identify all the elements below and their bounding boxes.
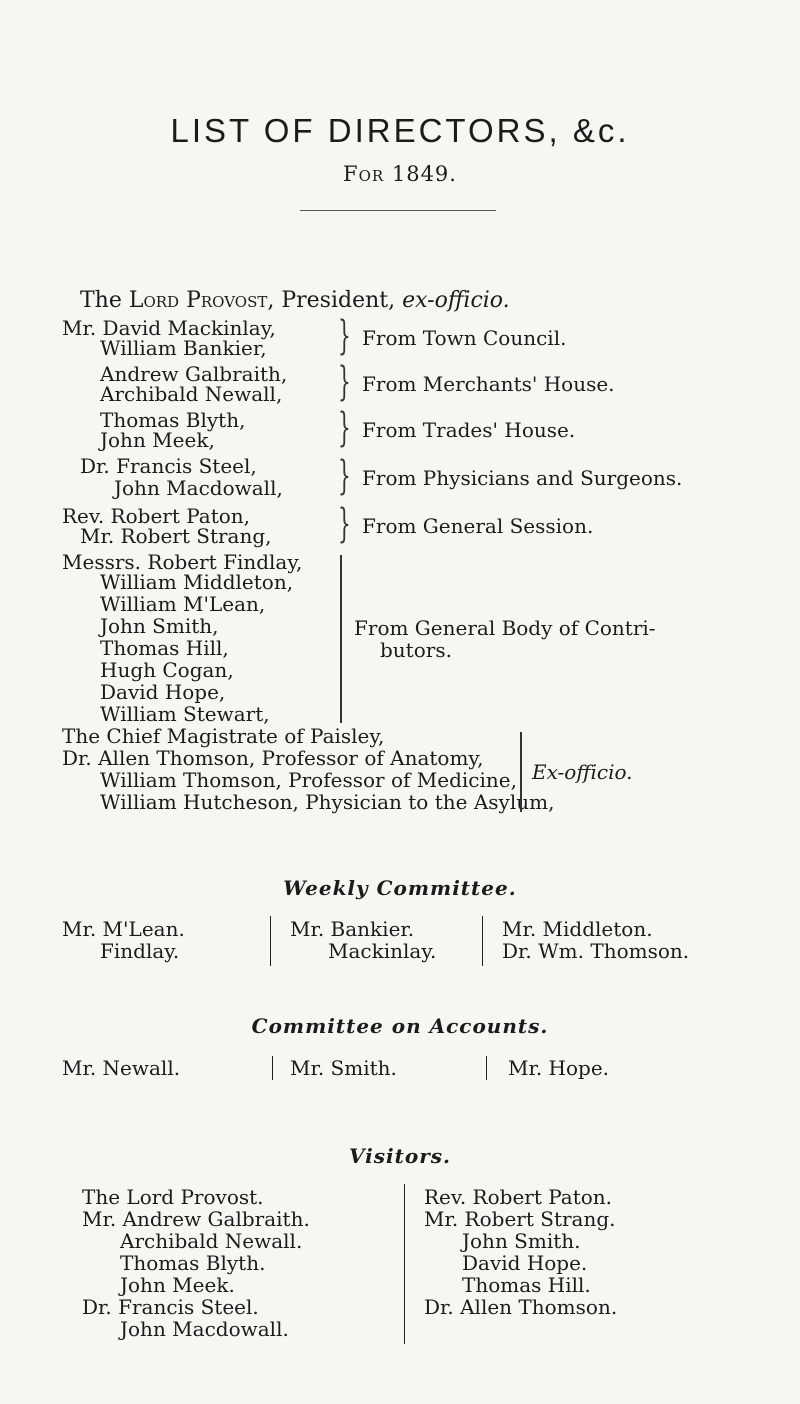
ex-officio-name: William Hutcheson, Physician to the Asylum, <box>100 790 555 814</box>
director-name: Mr. David Mackinlay, <box>62 316 276 340</box>
year-line <box>0 162 800 186</box>
ex-officio-brace <box>520 732 522 812</box>
accounts-member: Mr. Hope. <box>508 1056 610 1080</box>
brace-right: } <box>338 453 351 499</box>
committee-member: Mr. M'Lean. <box>62 917 185 941</box>
column-divider <box>272 1056 273 1080</box>
group-source: From General Session. <box>362 514 594 538</box>
accounts-member: Mr. Smith. <box>290 1056 397 1080</box>
president-suffix: , President, <box>267 288 403 313</box>
visitor-name: Thomas Hill. <box>462 1273 591 1297</box>
group-source: From Physicians and Surgeons. <box>362 466 683 490</box>
president-prefix: The <box>80 288 129 313</box>
visitor-name: Dr. Francis Steel. <box>82 1295 259 1319</box>
year-text: For 1849. <box>343 162 457 186</box>
weekly-col-1 <box>62 918 185 962</box>
ex-officio-name: William Thomson, Professor of Medicine, <box>100 768 517 792</box>
committee-member: Findlay. <box>100 939 180 963</box>
director-name: Mr. Robert Strang, <box>80 524 272 548</box>
group-source: From Merchants' House. <box>362 372 615 396</box>
column-divider <box>486 1056 487 1080</box>
director-name: Dr. Francis Steel, <box>80 454 257 478</box>
director-name: John Macdowall, <box>114 476 283 500</box>
group-source: From Trades' House. <box>362 418 576 442</box>
visitor-name: John Macdowall. <box>120 1317 289 1341</box>
visitor-name: Thomas Blyth. <box>120 1251 266 1275</box>
visitor-name: Mr. Andrew Galbraith. <box>82 1207 310 1231</box>
visitor-name: Rev. Robert Paton. <box>424 1185 613 1209</box>
president-title: Lord Provost <box>128 288 268 313</box>
visitor-name: Mr. Robert Strang. <box>424 1207 616 1231</box>
visitor-name: John Meek. <box>120 1273 235 1297</box>
president-role: ex-officio. <box>402 288 510 313</box>
director-name: Andrew Galbraith, <box>100 362 288 386</box>
contributor-name: William M'Lean, <box>100 592 266 616</box>
contributor-name: Hugh Cogan, <box>100 658 234 682</box>
accounts-committee-heading: Committee on Accounts. <box>251 1014 549 1038</box>
contributors-source: butors. <box>380 638 452 662</box>
visitors-right <box>424 1186 617 1318</box>
contributor-name: Thomas Hill, <box>100 636 229 660</box>
committee-member: Mr. Bankier. <box>290 917 415 941</box>
group-source: From Town Council. <box>362 326 567 350</box>
ex-officio-name: Dr. Allen Thomson, Professor of Anatomy, <box>62 746 484 770</box>
column-divider <box>482 916 483 966</box>
ex-officio-label: Ex-officio. <box>532 760 633 784</box>
divider-rule <box>300 210 496 211</box>
visitor-name: David Hope. <box>462 1251 588 1275</box>
weekly-col-3 <box>502 918 689 962</box>
weekly-committee-heading: Weekly Committee. <box>283 876 517 900</box>
president-line <box>80 288 510 313</box>
contributors-brace <box>340 555 342 723</box>
visitor-name: The Lord Provost. <box>82 1185 264 1209</box>
contributor-name: William Stewart, <box>100 702 270 726</box>
weekly-col-2 <box>290 918 436 962</box>
column-divider <box>270 916 271 966</box>
visitor-name: John Smith. <box>462 1229 581 1253</box>
director-name: Archibald Newall, <box>100 382 283 406</box>
visitor-name: Dr. Allen Thomson. <box>424 1295 618 1319</box>
director-name: Rev. Robert Paton, <box>62 504 251 528</box>
accounts-member: Mr. Newall. <box>62 1056 181 1080</box>
contributor-name: David Hope, <box>100 680 226 704</box>
visitors-heading: Visitors. <box>349 1144 451 1168</box>
director-name: John Meek, <box>100 428 215 452</box>
visitor-name: Archibald Newall. <box>120 1229 303 1253</box>
committee-member: Mackinlay. <box>328 939 437 963</box>
director-name: Thomas Blyth, <box>100 408 246 432</box>
brace-right: } <box>338 405 351 451</box>
ex-officio-name: The Chief Magistrate of Paisley, <box>62 724 385 748</box>
column-divider <box>404 1184 405 1344</box>
committee-member: Dr. Wm. Thomson. <box>502 939 690 963</box>
brace-right: } <box>338 501 351 547</box>
brace-right: } <box>338 359 351 405</box>
contributor-name: John Smith, <box>100 614 219 638</box>
committee-member: Mr. Middleton. <box>502 917 653 941</box>
page-title: LIST OF DIRECTORS, &c. <box>170 112 630 149</box>
contributor-name: Messrs. Robert Findlay, <box>62 550 303 574</box>
contributor-name: William Middleton, <box>100 570 294 594</box>
brace-right: } <box>338 313 351 359</box>
contributors-source: From General Body of Contri- <box>354 616 656 640</box>
director-name: William Bankier, <box>100 336 267 360</box>
visitors-left <box>82 1186 310 1340</box>
